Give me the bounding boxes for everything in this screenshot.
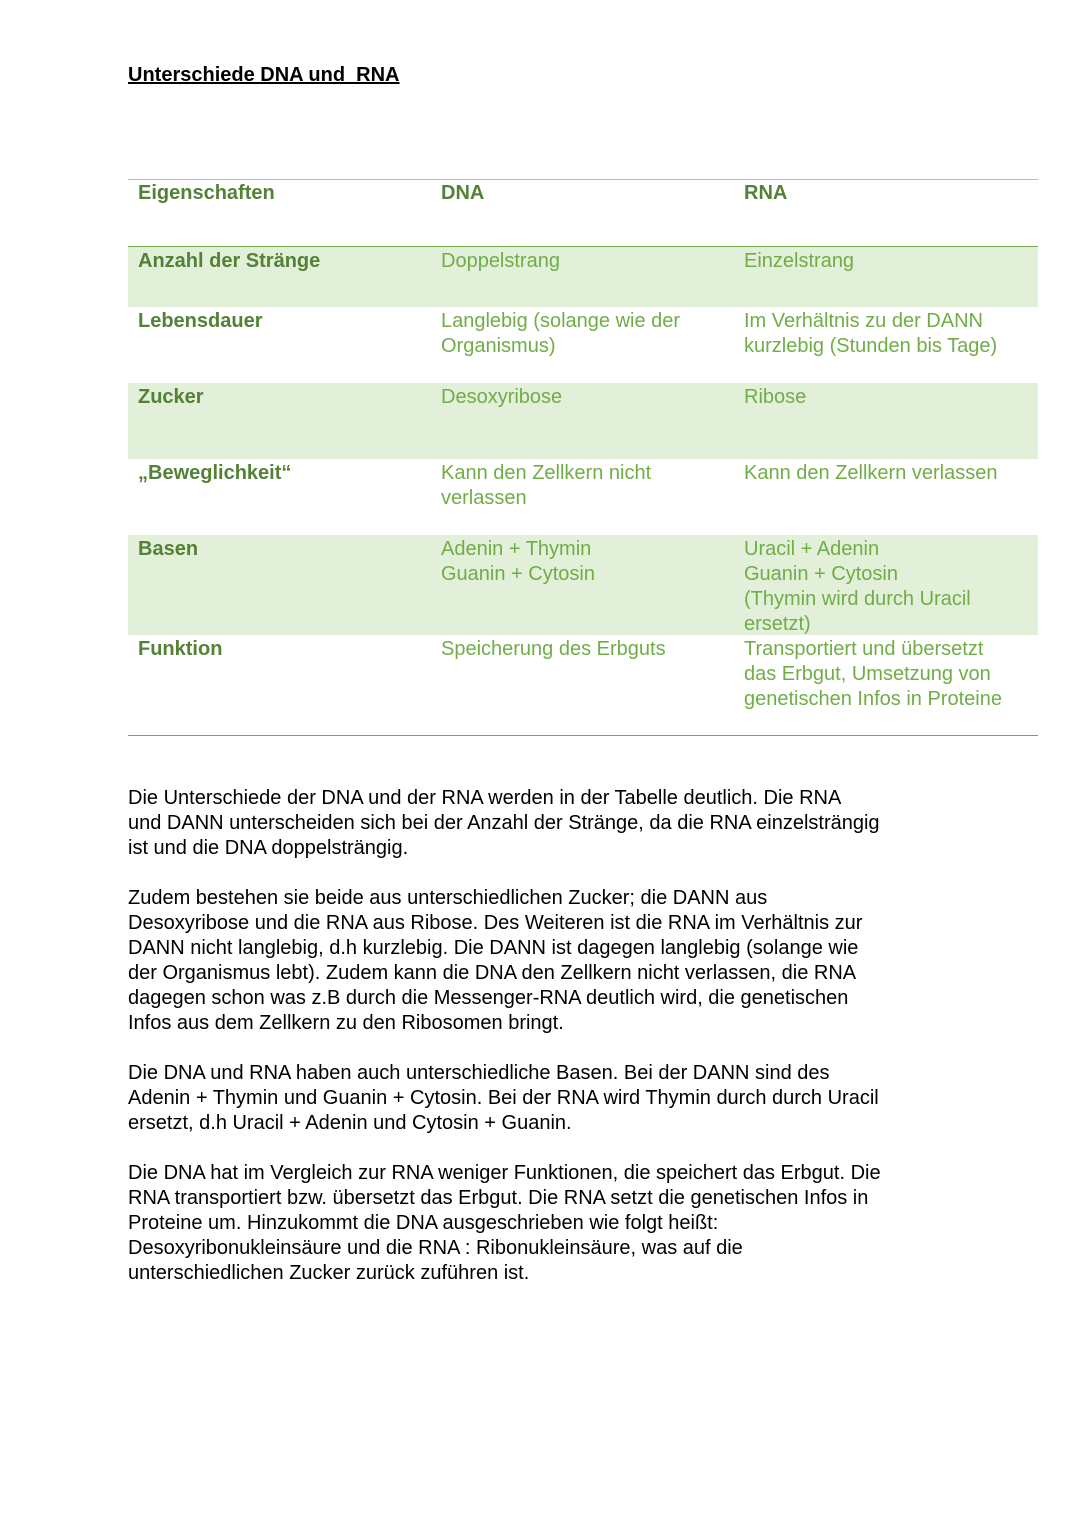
row-dna-value: Doppelstrang — [441, 250, 560, 272]
row-rna-value: Uracil + Adenin Guanin + Cytosin (Thymin wird durch Uracil ersetzt) — [744, 538, 971, 635]
row-rna-value: Einzelstrang — [744, 250, 855, 272]
row-property: Lebensdauer — [138, 310, 263, 332]
row-rna-value: Kann den Zellkern verlassen — [744, 462, 998, 484]
row-rna-value: Ribose — [744, 386, 807, 408]
table-header-row — [128, 179, 1038, 247]
header-cell-dna: DNA — [441, 182, 485, 204]
row-dna-value: Adenin + Thymin Guanin + Cytosin — [441, 538, 595, 585]
row-dna-value: Speicherung des Erbguts — [441, 638, 666, 660]
row-property: Funktion — [138, 638, 223, 660]
comparison-table — [128, 179, 1038, 736]
row-property: Basen — [138, 538, 199, 560]
paragraph-1: Die Unterschiede der DNA und der RNA werden in der Tabelle deutlich. Die RNA und DANN unterscheiden sich bei der Anzahl der Stränge, da die RNA einzelsträngig ist und die DNA doppelsträngig. — [128, 787, 880, 859]
row-dna-value: Desoxyribose — [441, 386, 563, 408]
row-dna-value: Langlebig (solange wie der Organismus) — [441, 310, 681, 357]
header-cell-properties: Eigenschaften — [138, 182, 275, 204]
table-row — [128, 383, 1038, 459]
row-property: Zucker — [138, 386, 204, 408]
document-title: Unterschiede DNA und RNA — [128, 64, 400, 86]
table-row — [128, 247, 1038, 307]
table-row — [128, 307, 1038, 383]
row-dna-value: Kann den Zellkern nicht verlassen — [441, 462, 652, 509]
table-row — [128, 635, 1038, 735]
paragraph-4: Die DNA hat im Vergleich zur RNA weniger Funktionen, die speichert das Erbgut. Die RNA transportiert bzw. übersetzt das Erbgut. Die RNA setzt die genetischen Infos in Proteine um. Hinzukommt die DNA ausgeschrieben wie folgt heißt: Desoxyribonukleinsäure und die RNA : Ribonukleinsäure, was auf die unterschiedlichen Zucker zurück zuführen ist. — [128, 1162, 881, 1284]
row-property: „Beweglichkeit“ — [138, 462, 292, 484]
table-row — [128, 535, 1038, 635]
table-row — [128, 459, 1038, 535]
header-cell-rna: RNA — [744, 182, 788, 204]
table-bottom-rule — [128, 735, 1038, 736]
row-rna-value: Transportiert und übersetzt das Erbgut, Umsetzung von genetischen Infos in Proteine — [744, 638, 1002, 710]
row-property: Anzahl der Stränge — [138, 250, 321, 272]
row-rna-value: Im Verhältnis zu der DANN kurzlebig (Stunden bis Tage) — [744, 310, 998, 357]
paragraph-2: Zudem bestehen sie beide aus unterschiedlichen Zucker; die DANN aus Desoxyribose und die RNA aus Ribose. Des Weiteren ist die RNA im Verhältnis zur DANN nicht langlebig, d.h kurzlebig. Die DANN ist dagegen langlebig (solange wie der Organismus lebt). Zudem kann die DNA den Zellkern nicht verlassen, die RNA dagegen schon was z.B durch die Messenger-RNA deutlich wird, die genetischen Infos aus dem Zellkern zu den Ribosomen bringt. — [128, 887, 863, 1034]
paragraph-3: Die DNA und RNA haben auch unterschiedliche Basen. Bei der DANN sind des Adenin + Thymin und Guanin + Cytosin. Bei der RNA wird Thymin durch durch Uracil ersetzt, d.h Uracil + Adenin und Cytosin + Guanin. — [128, 1062, 879, 1134]
